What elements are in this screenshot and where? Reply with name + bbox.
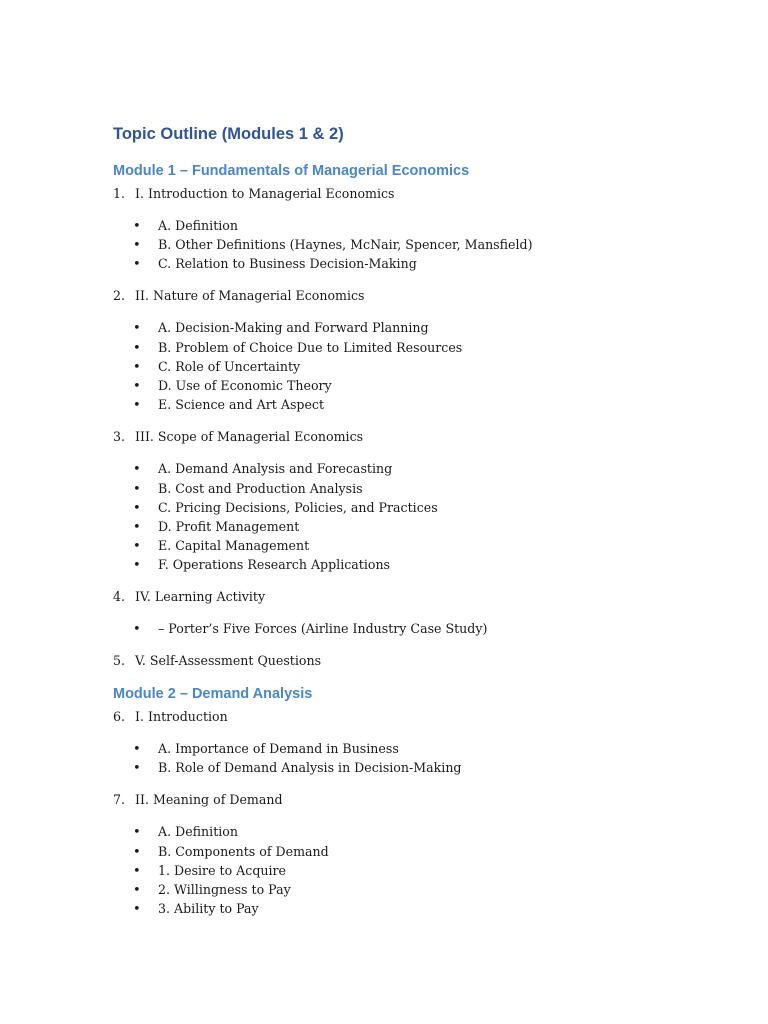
list-item [133,500,438,517]
module-2-heading: Module 2 – Demand Analysis [113,686,313,702]
list-item-text: B. Other Definitions (Haynes, McNair, Spencer, Mansfield) [158,237,533,252]
outline-item-6 [113,709,228,725]
bullet-icon: • [133,321,141,336]
bullet-icon: • [133,398,141,413]
item-number: 7. [113,792,126,807]
bullet-icon: • [133,238,141,253]
list-item [133,863,286,880]
list-item-text: D. Use of Economic Theory [158,378,332,393]
bullet-icon: • [133,379,141,394]
list-item-text: – Porter’s Five Forces (Airline Industry Case Study) [158,621,488,636]
bullet-icon: • [133,825,141,840]
bullet-icon: • [133,558,141,573]
item-label: V. Self-Assessment Questions [135,653,322,668]
list-item-text: D. Profit Management [158,519,300,534]
item-label: I. Introduction to Managerial Economics [135,186,395,201]
item-label: IV. Learning Activity [135,589,266,604]
list-item-text: C. Role of Uncertainty [158,359,301,374]
list-item [133,621,487,638]
item-number: 2. [113,288,126,303]
item-label: II. Meaning of Demand [135,792,283,807]
outline-item-1 [113,186,395,202]
outline-item-2 [113,288,365,304]
outline-item-3 [113,429,363,445]
list-item [133,359,300,376]
bullet-icon: • [133,845,141,860]
bullet-icon: • [133,864,141,879]
outline-item-4 [113,589,265,605]
list-item [133,256,417,273]
list-item [133,882,291,899]
list-item-text: E. Science and Art Aspect [158,397,325,412]
item-number: 6. [113,709,126,724]
list-item-text: C. Relation to Business Decision-Making [158,256,417,271]
bullet-icon: • [133,742,141,757]
bullet-icon: • [133,501,141,516]
item-label: II. Nature of Managerial Economics [135,288,365,303]
bullet-icon: • [133,462,141,477]
list-item [133,519,299,536]
outline-item-5 [113,653,321,669]
bullet-icon: • [133,482,141,497]
item-number: 3. [113,429,126,444]
list-item-text: B. Components of Demand [158,844,329,859]
list-item [133,901,259,918]
outline-item-7 [113,792,283,808]
bullet-icon: • [133,761,141,776]
item-number: 5. [113,653,126,668]
list-item-text: B. Problem of Choice Due to Limited Resources [158,340,463,355]
list-item [133,844,329,861]
list-item [133,741,399,758]
list-item-text: 2. Willingness to Pay [158,882,291,897]
list-item [133,340,462,357]
list-item [133,218,238,235]
list-item-text: B. Role of Demand Analysis in Decision-Making [158,760,462,775]
list-item [133,378,332,395]
bullet-icon: • [133,883,141,898]
list-item [133,824,238,841]
list-item-text: F. Operations Research Applications [158,557,391,572]
list-item-text: C. Pricing Decisions, Policies, and Practices [158,500,438,515]
list-item-text: 3. Ability to Pay [158,901,259,916]
bullet-icon: • [133,622,141,637]
bullet-icon: • [133,360,141,375]
list-item [133,397,324,414]
list-item-text: A. Definition [158,218,238,233]
list-item-text: B. Cost and Production Analysis [158,481,363,496]
bullet-icon: • [133,520,141,535]
item-label: I. Introduction [135,709,228,724]
list-item [133,481,363,498]
list-item-text: A. Demand Analysis and Forecasting [158,461,393,476]
list-item-text: A. Decision-Making and Forward Planning [158,320,429,335]
list-item-text: A. Definition [158,824,238,839]
bullet-icon: • [133,902,141,917]
list-item [133,237,533,254]
page-title: Topic Outline (Modules 1 & 2) [113,125,344,143]
item-label: III. Scope of Managerial Economics [135,429,364,444]
list-item [133,320,429,337]
list-item-text: A. Importance of Demand in Business [158,741,399,756]
bullet-icon: • [133,257,141,272]
item-number: 4. [113,589,126,604]
bullet-icon: • [133,341,141,356]
list-item-text: 1. Desire to Acquire [158,863,287,878]
module-1-heading: Module 1 – Fundamentals of Managerial Economics [113,163,470,179]
bullet-icon: • [133,539,141,554]
list-item [133,557,390,574]
list-item [133,461,392,478]
list-item-text: E. Capital Management [158,538,310,553]
item-number: 1. [113,186,126,201]
list-item [133,538,309,555]
list-item [133,760,462,777]
bullet-icon: • [133,219,141,234]
